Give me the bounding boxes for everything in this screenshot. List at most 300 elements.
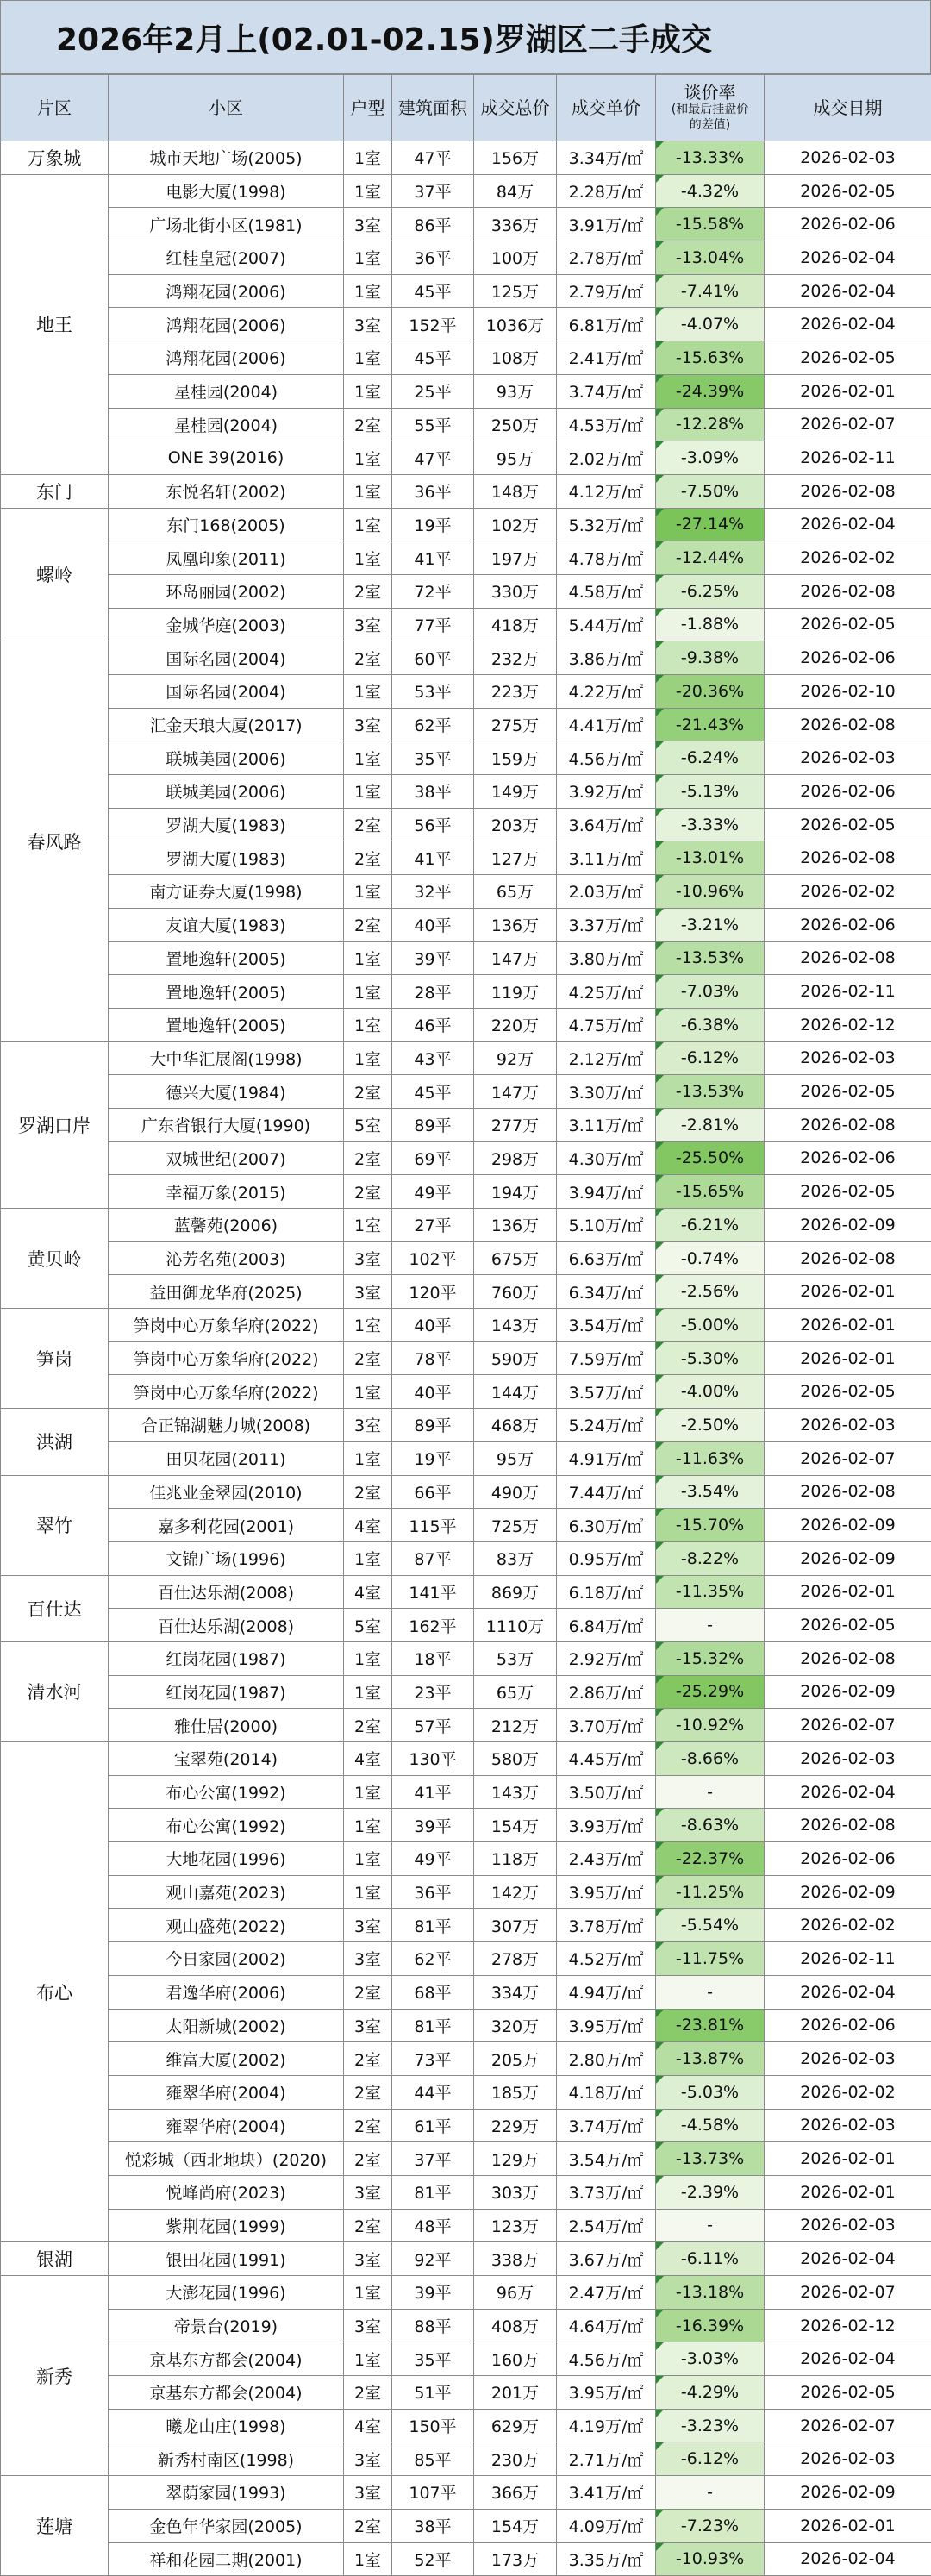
table-row (1, 174, 931, 208)
discount-rate-cell: -7.23% (656, 2509, 765, 2542)
table-row (1, 1108, 931, 1141)
area-cell: 19平 (392, 1441, 474, 1475)
unit-price-cell: 4.58万/㎡ (557, 574, 656, 608)
total-price-cell: 144万 (474, 1375, 557, 1409)
unit-price-cell: 4.18万/㎡ (557, 2075, 656, 2109)
community-cell: 百仕达乐湖(2008) (109, 1575, 344, 1609)
community-cell: 幸福万象(2015) (109, 1175, 344, 1209)
area-cell: 27平 (392, 1209, 474, 1242)
layout-cell: 1室 (344, 1309, 392, 1342)
discount-rate-cell: -20.36% (656, 675, 765, 709)
community-cell: ONE 39(2016) (109, 441, 344, 475)
layout-cell: 2室 (344, 1141, 392, 1175)
table-row (1, 1809, 931, 1842)
unit-price-cell: 3.91万/㎡ (557, 208, 656, 241)
unit-price-cell: 2.47万/㎡ (557, 2276, 656, 2310)
unit-price-cell: 2.02万/㎡ (557, 441, 656, 475)
deal-date-cell: 2026-02-05 (765, 2376, 931, 2410)
table-row (1, 308, 931, 341)
district-cell: 万象城 (1, 141, 109, 175)
district-cell: 地王 (1, 174, 109, 474)
area-cell: 45平 (392, 1075, 474, 1109)
area-cell: 37平 (392, 2142, 474, 2176)
discount-rate-cell: -7.50% (656, 474, 765, 508)
discount-rate-cell: -4.32% (656, 174, 765, 208)
deal-date-cell: 2026-02-02 (765, 875, 931, 909)
community-cell: 罗湖大厦(1983) (109, 841, 344, 875)
area-cell: 40平 (392, 1309, 474, 1342)
deal-date-cell: 2026-02-06 (765, 2009, 931, 2042)
unit-price-cell: 5.10万/㎡ (557, 1209, 656, 1242)
deal-date-cell: 2026-02-03 (765, 1742, 931, 1776)
area-cell: 49平 (392, 1842, 474, 1876)
table-row (1, 2376, 931, 2410)
layout-cell: 3室 (344, 1409, 392, 1442)
community-cell: 联城美园(2006) (109, 775, 344, 809)
table-row (1, 1675, 931, 1709)
layout-cell: 3室 (344, 2476, 392, 2510)
district-cell: 百仕达 (1, 1575, 109, 1641)
community-cell: 蓝馨苑(2006) (109, 1209, 344, 1242)
total-price-cell: 277万 (474, 1108, 557, 1141)
community-cell: 紫荆花园(1999) (109, 2209, 344, 2242)
header-discount-rate (656, 75, 765, 141)
area-cell: 19平 (392, 508, 474, 541)
deal-date-cell: 2026-02-12 (765, 2309, 931, 2342)
deal-date-cell: 2026-02-12 (765, 1008, 931, 1041)
deal-date-cell: 2026-02-05 (765, 608, 931, 641)
table-row (1, 1008, 931, 1041)
total-price-cell: 334万 (474, 1975, 557, 2009)
community-cell: 罗湖大厦(1983) (109, 808, 344, 841)
community-cell: 置地逸轩(2005) (109, 975, 344, 1009)
total-price-cell: 136万 (474, 1209, 557, 1242)
discount-rate-cell: -3.54% (656, 1475, 765, 1509)
community-cell: 大中华汇展阁(1998) (109, 1041, 344, 1075)
layout-cell: 3室 (344, 208, 392, 241)
deal-date-cell: 2026-02-09 (765, 1541, 931, 1575)
table-row (1, 1275, 931, 1309)
layout-cell: 2室 (344, 2209, 392, 2242)
total-price-cell: 278万 (474, 1942, 557, 1976)
table-row (1, 2309, 931, 2342)
layout-cell: 3室 (344, 308, 392, 341)
unit-price-cell: 4.91万/㎡ (557, 1441, 656, 1475)
deal-date-cell: 2026-02-11 (765, 1942, 931, 1976)
unit-price-cell: 2.71万/㎡ (557, 2442, 656, 2476)
layout-cell: 2室 (344, 2042, 392, 2076)
total-price-cell: 303万 (474, 2175, 557, 2209)
table-row (1, 775, 931, 809)
unit-price-cell: 3.30万/㎡ (557, 1075, 656, 1109)
discount-rate-cell: -25.50% (656, 1141, 765, 1175)
table-row (1, 508, 931, 541)
community-cell: 嘉多利花园(2001) (109, 1509, 344, 1542)
community-cell: 帝景台(2019) (109, 2309, 344, 2342)
area-cell: 69平 (392, 1141, 474, 1175)
deal-date-cell: 2026-02-03 (765, 1041, 931, 1075)
layout-cell: 3室 (344, 708, 392, 741)
discount-rate-cell: -11.25% (656, 1875, 765, 1909)
area-cell: 62平 (392, 708, 474, 741)
unit-price-cell: 3.73万/㎡ (557, 2175, 656, 2209)
area-cell: 44平 (392, 2075, 474, 2109)
area-cell: 45平 (392, 274, 474, 308)
layout-cell: 1室 (344, 941, 392, 975)
area-cell: 52平 (392, 2542, 474, 2576)
community-cell: 东悦名轩(2002) (109, 474, 344, 508)
layout-cell: 1室 (344, 1541, 392, 1575)
deal-date-cell: 2026-02-09 (765, 1675, 931, 1709)
unit-price-cell: 3.11万/㎡ (557, 1108, 656, 1141)
area-cell: 35平 (392, 2342, 474, 2376)
layout-cell: 1室 (344, 975, 392, 1009)
total-price-cell: 229万 (474, 2109, 557, 2142)
table-row (1, 2542, 931, 2576)
layout-cell: 4室 (344, 1575, 392, 1609)
discount-rate-cell: -5.00% (656, 1309, 765, 1342)
unit-price-cell: 3.37万/㎡ (557, 908, 656, 941)
community-cell: 观山盛苑(2022) (109, 1909, 344, 1942)
discount-rate-cell: -13.01% (656, 841, 765, 875)
unit-price-cell: 3.86万/㎡ (557, 641, 656, 675)
discount-rate-cell: - (656, 1775, 765, 1809)
layout-cell: 1室 (344, 441, 392, 475)
table-row (1, 2476, 931, 2510)
deal-date-cell: 2026-02-08 (765, 941, 931, 975)
area-cell: 81平 (392, 2009, 474, 2042)
layout-cell: 1室 (344, 1775, 392, 1809)
community-cell: 佳兆业金翠园(2010) (109, 1475, 344, 1509)
total-price-cell: 142万 (474, 1875, 557, 1909)
deal-date-cell: 2026-02-08 (765, 708, 931, 741)
discount-rate-cell: -22.37% (656, 1842, 765, 1876)
table-row (1, 675, 931, 709)
deal-date-cell: 2026-02-05 (765, 808, 931, 841)
area-cell: 115平 (392, 1509, 474, 1542)
discount-rate-cell: -15.32% (656, 1641, 765, 1675)
area-cell: 45平 (392, 341, 474, 375)
discount-rate-cell: -11.63% (656, 1441, 765, 1475)
total-price-cell: 201万 (474, 2376, 557, 2410)
area-cell: 40平 (392, 1375, 474, 1409)
layout-cell: 1室 (344, 2542, 392, 2576)
community-cell: 太阳新城(2002) (109, 2009, 344, 2042)
header-community: 小区 (109, 75, 344, 141)
unit-price-cell: 7.44万/㎡ (557, 1475, 656, 1509)
total-price-cell: 127万 (474, 841, 557, 875)
unit-price-cell: 3.64万/㎡ (557, 808, 656, 841)
discount-rate-cell: -13.33% (656, 141, 765, 175)
district-cell: 洪湖 (1, 1409, 109, 1475)
table-body (1, 141, 931, 2576)
layout-cell: 2室 (344, 1709, 392, 1742)
table-row (1, 1409, 931, 1442)
unit-price-cell: 3.74万/㎡ (557, 2109, 656, 2142)
total-price-cell: 84万 (474, 174, 557, 208)
discount-rate-cell: -2.39% (656, 2175, 765, 2209)
deal-date-cell: 2026-02-08 (765, 574, 931, 608)
header-rate-note-1: (和最后挂盘价 (656, 102, 764, 117)
total-price-cell: 298万 (474, 1141, 557, 1175)
layout-cell: 1室 (344, 1875, 392, 1909)
community-cell: 南方证券大厦(1998) (109, 875, 344, 909)
community-cell: 雍翠华府(2004) (109, 2075, 344, 2109)
unit-price-cell: 2.28万/㎡ (557, 174, 656, 208)
discount-rate-cell: -15.65% (656, 1175, 765, 1209)
unit-price-cell: 4.19万/㎡ (557, 2409, 656, 2442)
unit-price-cell: 0.95万/㎡ (557, 1541, 656, 1575)
table-row (1, 875, 931, 909)
layout-cell: 1室 (344, 2342, 392, 2376)
area-cell: 36平 (392, 474, 474, 508)
discount-rate-cell: -2.56% (656, 1275, 765, 1309)
deal-date-cell: 2026-02-01 (765, 2142, 931, 2176)
discount-rate-cell: -2.50% (656, 1409, 765, 1442)
total-price-cell: 143万 (474, 1309, 557, 1342)
layout-cell: 2室 (344, 2509, 392, 2542)
table-row (1, 1909, 931, 1942)
total-price-cell: 490万 (474, 1475, 557, 1509)
table-row (1, 1709, 931, 1742)
area-cell: 39平 (392, 941, 474, 975)
district-cell: 春风路 (1, 641, 109, 1041)
total-price-cell: 205万 (474, 2042, 557, 2076)
community-cell: 曦龙山庄(1998) (109, 2409, 344, 2442)
deal-date-cell: 2026-02-09 (765, 1509, 931, 1542)
table-row (1, 1509, 931, 1542)
total-price-cell: 629万 (474, 2409, 557, 2442)
discount-rate-cell: -6.38% (656, 1008, 765, 1041)
deal-date-cell: 2026-02-03 (765, 2442, 931, 2476)
table-row (1, 1441, 931, 1475)
layout-cell: 1室 (344, 474, 392, 508)
table-row (1, 2075, 931, 2109)
community-cell: 田贝花园(2011) (109, 1441, 344, 1475)
deal-date-cell: 2026-02-04 (765, 308, 931, 341)
community-cell: 置地逸轩(2005) (109, 1008, 344, 1041)
community-cell: 国际名园(2004) (109, 675, 344, 709)
table-row (1, 808, 931, 841)
table-row (1, 741, 931, 775)
total-price-cell: 148万 (474, 474, 557, 508)
unit-price-cell: 3.74万/㎡ (557, 374, 656, 408)
table-row (1, 474, 931, 508)
deal-date-cell: 2026-02-04 (765, 2342, 931, 2376)
header-total-price: 成交总价 (474, 75, 557, 141)
area-cell: 88平 (392, 2309, 474, 2342)
area-cell: 89平 (392, 1108, 474, 1141)
discount-rate-cell: -21.43% (656, 708, 765, 741)
community-cell: 笋岗中心万象华府(2022) (109, 1341, 344, 1375)
table-row (1, 1475, 931, 1509)
community-cell: 维富大厦(2002) (109, 2042, 344, 2076)
community-cell: 银田花园(1991) (109, 2242, 344, 2276)
layout-cell: 1室 (344, 1441, 392, 1475)
table-row (1, 241, 931, 275)
unit-price-cell: 7.59万/㎡ (557, 1341, 656, 1375)
community-cell: 星桂园(2004) (109, 374, 344, 408)
discount-rate-cell: -15.58% (656, 208, 765, 241)
unit-price-cell: 4.45万/㎡ (557, 1742, 656, 1776)
table-row (1, 1375, 931, 1409)
total-price-cell: 194万 (474, 1175, 557, 1209)
layout-cell: 3室 (344, 1909, 392, 1942)
unit-price-cell: 3.11万/㎡ (557, 841, 656, 875)
table-row (1, 1041, 931, 1075)
unit-price-cell: 3.57万/㎡ (557, 1375, 656, 1409)
unit-price-cell: 3.50万/㎡ (557, 1775, 656, 1809)
discount-rate-cell: -6.11% (656, 2242, 765, 2276)
area-cell: 62平 (392, 1942, 474, 1976)
discount-rate-cell: -25.29% (656, 1675, 765, 1709)
community-cell: 置地逸轩(2005) (109, 941, 344, 975)
layout-cell: 3室 (344, 1942, 392, 1976)
layout-cell: 2室 (344, 2075, 392, 2109)
discount-rate-cell: -4.00% (656, 1375, 765, 1409)
community-cell: 星桂园(2004) (109, 408, 344, 441)
layout-cell: 1室 (344, 1641, 392, 1675)
table-row (1, 1975, 931, 2009)
layout-cell: 4室 (344, 2409, 392, 2442)
deal-date-cell: 2026-02-09 (765, 1875, 931, 1909)
unit-price-cell: 3.67万/㎡ (557, 2242, 656, 2276)
discount-rate-cell: -13.73% (656, 2142, 765, 2176)
table-row (1, 1609, 931, 1642)
table-row (1, 1942, 931, 1976)
layout-cell: 1室 (344, 1675, 392, 1709)
layout-cell: 1室 (344, 341, 392, 375)
total-price-cell: 100万 (474, 241, 557, 275)
area-cell: 141平 (392, 1575, 474, 1609)
table-row (1, 441, 931, 475)
layout-cell: 3室 (344, 2242, 392, 2276)
community-cell: 电影大厦(1998) (109, 174, 344, 208)
discount-rate-cell: -7.03% (656, 975, 765, 1009)
discount-rate-cell: -27.14% (656, 508, 765, 541)
community-cell: 大澎花园(1996) (109, 2276, 344, 2310)
total-price-cell: 102万 (474, 508, 557, 541)
unit-price-cell: 2.43万/㎡ (557, 1842, 656, 1876)
unit-price-cell: 2.54万/㎡ (557, 2209, 656, 2242)
unit-price-cell: 3.92万/㎡ (557, 775, 656, 809)
community-cell: 今日家园(2002) (109, 1942, 344, 1976)
deal-date-cell: 2026-02-01 (765, 2509, 931, 2542)
unit-price-cell: 3.54万/㎡ (557, 2142, 656, 2176)
area-cell: 60平 (392, 641, 474, 675)
total-price-cell: 1036万 (474, 308, 557, 341)
community-cell: 金城华庭(2003) (109, 608, 344, 641)
discount-rate-cell: -13.18% (656, 2276, 765, 2310)
unit-price-cell: 2.78万/㎡ (557, 241, 656, 275)
area-cell: 18平 (392, 1641, 474, 1675)
table-row (1, 2409, 931, 2442)
deal-date-cell: 2026-02-03 (765, 2209, 931, 2242)
table-row (1, 941, 931, 975)
unit-price-cell: 3.35万/㎡ (557, 2542, 656, 2576)
layout-cell: 1室 (344, 875, 392, 909)
area-cell: 81平 (392, 2175, 474, 2209)
area-cell: 49平 (392, 1175, 474, 1209)
total-price-cell: 159万 (474, 741, 557, 775)
layout-cell: 1室 (344, 508, 392, 541)
unit-price-cell: 4.78万/㎡ (557, 541, 656, 575)
table-row (1, 1209, 931, 1242)
unit-price-cell: 2.41万/㎡ (557, 341, 656, 375)
unit-price-cell: 2.86万/㎡ (557, 1675, 656, 1709)
table-row (1, 2209, 931, 2242)
deal-date-cell: 2026-02-08 (765, 1108, 931, 1141)
area-cell: 39平 (392, 2276, 474, 2310)
deal-date-cell: 2026-02-01 (765, 1341, 931, 1375)
community-cell: 沁芳名苑(2003) (109, 1241, 344, 1275)
discount-rate-cell: -4.58% (656, 2109, 765, 2142)
deal-date-cell: 2026-02-03 (765, 2109, 931, 2142)
table-row (1, 2509, 931, 2542)
community-cell: 红桂皇冠(2007) (109, 241, 344, 275)
discount-rate-cell: -9.38% (656, 641, 765, 675)
deal-date-cell: 2026-02-06 (765, 775, 931, 809)
deal-date-cell: 2026-02-08 (765, 1641, 931, 1675)
table-row (1, 2042, 931, 2076)
table-row (1, 1842, 931, 1876)
total-price-cell: 108万 (474, 341, 557, 375)
table-row (1, 374, 931, 408)
layout-cell: 1室 (344, 174, 392, 208)
table-row (1, 2442, 931, 2476)
table-row (1, 574, 931, 608)
unit-price-cell: 4.52万/㎡ (557, 1942, 656, 1976)
unit-price-cell: 4.94万/㎡ (557, 1975, 656, 2009)
layout-cell: 3室 (344, 2442, 392, 2476)
discount-rate-cell: -13.04% (656, 241, 765, 275)
layout-cell: 1室 (344, 1375, 392, 1409)
community-cell: 金色年华家园(2005) (109, 2509, 344, 2542)
discount-rate-cell: -10.93% (656, 2542, 765, 2576)
discount-rate-cell: -11.35% (656, 1575, 765, 1609)
discount-rate-cell: -11.75% (656, 1942, 765, 1976)
unit-price-cell: 4.56万/㎡ (557, 741, 656, 775)
layout-cell: 2室 (344, 841, 392, 875)
community-cell: 新秀村南区(1998) (109, 2442, 344, 2476)
deal-date-cell: 2026-02-08 (765, 841, 931, 875)
discount-rate-cell: -13.53% (656, 1075, 765, 1109)
unit-price-cell: 3.70万/㎡ (557, 1709, 656, 1742)
header-district: 片区 (1, 75, 109, 141)
deal-date-cell: 2026-02-07 (765, 1709, 931, 1742)
deal-date-cell: 2026-02-01 (765, 1275, 931, 1309)
total-price-cell: 160万 (474, 2342, 557, 2376)
table-row (1, 2175, 931, 2209)
total-price-cell: 675万 (474, 1241, 557, 1275)
deal-date-cell: 2026-02-02 (765, 541, 931, 575)
table-row (1, 1541, 931, 1575)
table-row (1, 1141, 931, 1175)
table-row (1, 2276, 931, 2310)
header-rate-label: 谈价率 (684, 82, 736, 103)
total-price-cell: 92万 (474, 1041, 557, 1075)
discount-rate-cell: -3.03% (656, 2342, 765, 2376)
area-cell: 36平 (392, 1875, 474, 1909)
community-cell: 环岛丽园(2002) (109, 574, 344, 608)
layout-cell: 2室 (344, 808, 392, 841)
layout-cell: 4室 (344, 1742, 392, 1776)
discount-rate-cell: -16.39% (656, 2309, 765, 2342)
total-price-cell: 118万 (474, 1842, 557, 1876)
table-row (1, 1641, 931, 1675)
deal-date-cell: 2026-02-04 (765, 274, 931, 308)
community-cell: 广东省银行大厦(1990) (109, 1108, 344, 1141)
